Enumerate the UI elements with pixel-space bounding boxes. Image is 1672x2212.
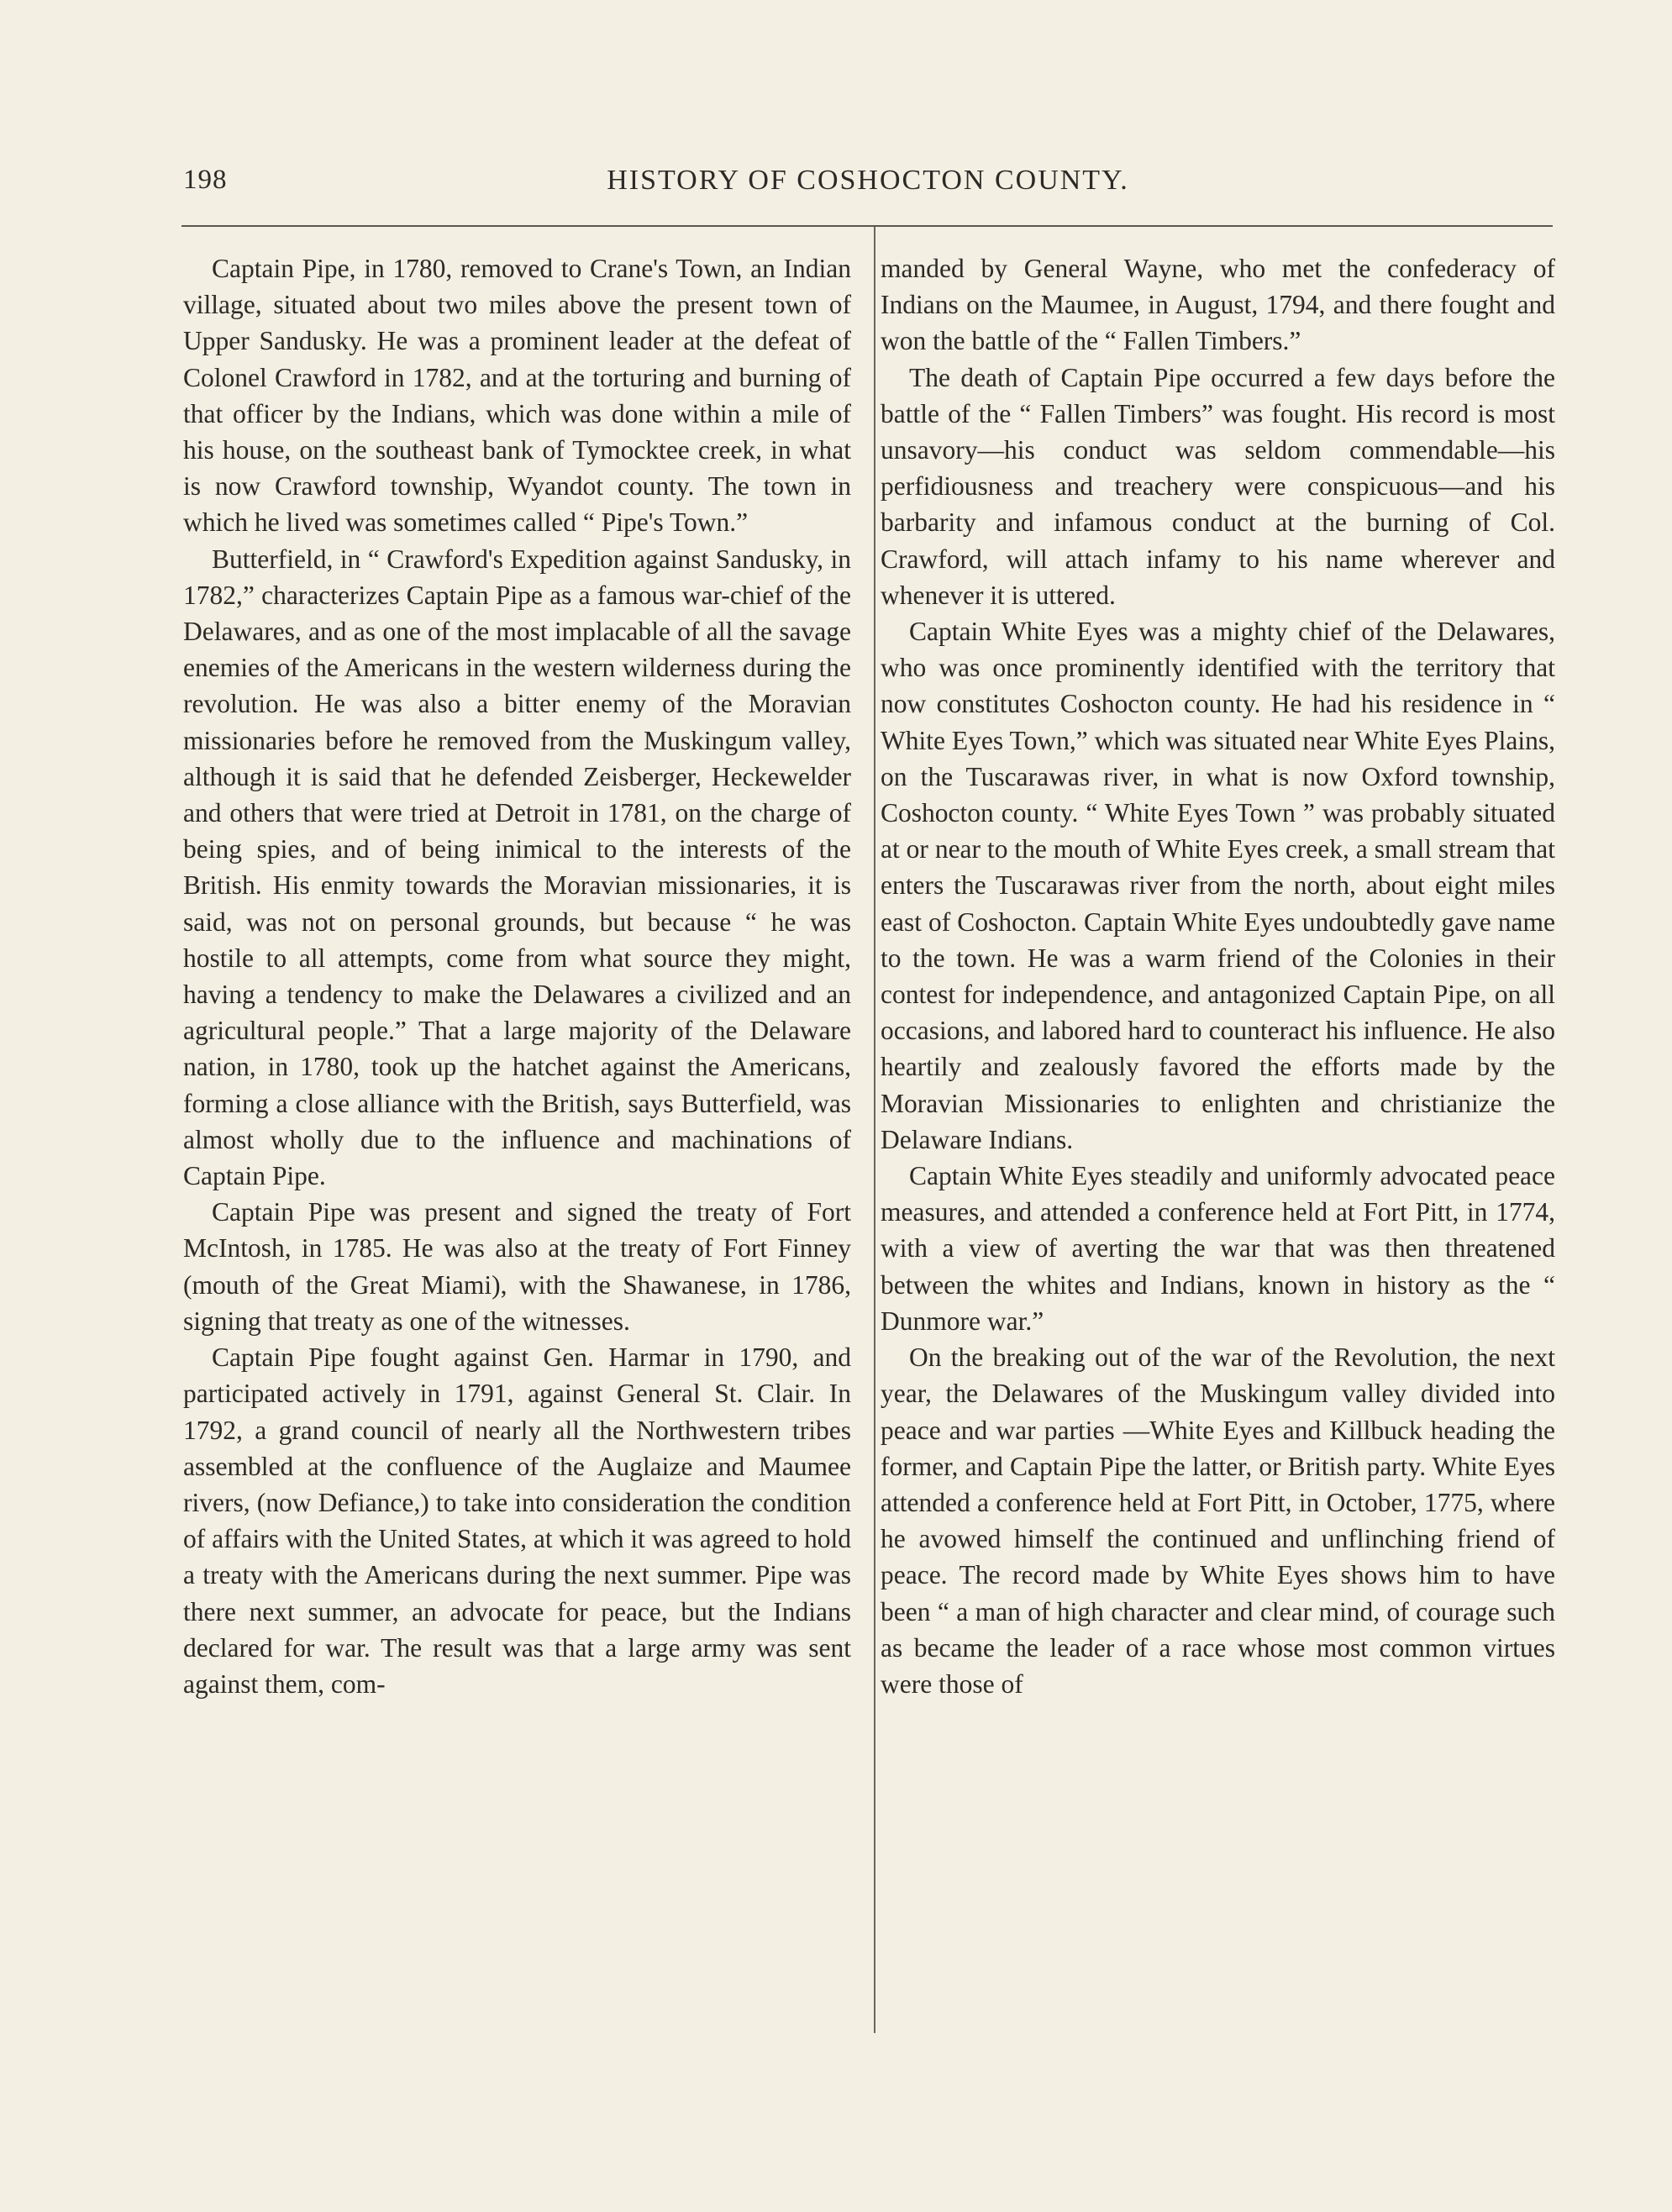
paragraph-continued: manded by General Wayne, who met the confederacy of Indians on the Maumee, in August, 1794, and there fought and won the battle of the “ Fallen Timbers.”: [881, 254, 1555, 356]
column-divider: [874, 227, 875, 2033]
paragraph: The death of Captain Pipe occurred a few days before the battle of the “ Fallen Timbers” was fought. His record is most unsavory—his conduct was seldom commendable—his perfidiousness and treachery were conspicuous—and his barbarity and infamous conduct at the burning of Col. Crawford, will attach infamy to his name wherever and whenever it is uttered.: [881, 362, 1555, 610]
paragraph: On the breaking out of the war of the Revolution, the next year, the Delawares of the Muskingum valley divided into peace and war parties —White Eyes and Killbuck heading the former, and Captain Pipe the latter, or British party. White Eyes attended a conference held at Fort Pitt, in October, 1775, where he avowed himself the continued and unflinching friend of peace. The record made by White Eyes shows him to have been “ a man of high character and clear mind, of courage such as became the leader of a race whose most common virtues were those of: [881, 1342, 1555, 1699]
page-number: 198: [183, 165, 228, 195]
paragraph: Captain White Eyes steadily and uniformly advocated peace measures, and attended a conference held at Fort Pitt, in 1774, with a view of averting the war that was then threatened between the whites and Indians, known in history as the “ Dunmore war.”: [881, 1161, 1555, 1336]
header-rule: [181, 225, 1553, 227]
page-header: [183, 165, 1553, 207]
running-title: HISTORY OF COSHOCTON COUNTY.: [607, 165, 1129, 196]
paragraph: Captain White Eyes was a mighty chief of the Delawares, who was once prominently identified with the territory that now constitutes Coshocton county. He had his residence in “ White Eyes Town,” which was situated near White Eyes Plains, on the Tuscarawas river, in what is now Oxford township, Coshocton county. “ White Eyes Town ” was probably situated at or near to the mouth of White Eyes creek, a small stream that enters the Tuscarawas river from the north, about eight miles east of Coshocton. Captain White Eyes undoubtedly gave name to the town. He was a warm friend of the Colonies in their contest for independence, and antagonized Captain Pipe, on all occasions, and labored hard to counteract his influence. He also heartily and zealously favored the efforts made by the Moravian Missionaries to enlighten and christianize the Delaware Indians.: [881, 617, 1555, 1154]
paragraph: Captain Pipe, in 1780, removed to Crane's Town, an Indian village, situated about two miles above the present town of Upper Sandusky. He was a prominent leader at the defeat of Colonel Crawford in 1782, and at the torturing and burning of that officer by the Indians, which was done within a mile of his house, on the southeast bank of Tymocktee creek, in what is now Crawford township, Wyandot county. The town in which he lived was sometimes called “ Pipe's Town.”: [183, 254, 851, 538]
paragraph: Captain Pipe was present and signed the treaty of Fort McIntosh, in 1785. He was also at the treaty of Fort Finney (mouth of the Great Miami), with the Shawanese, in 1786, signing that treaty as one of the witnesses.: [183, 1197, 851, 1336]
paragraph: Butterfield, in “ Crawford's Expedition against Sandusky, in 1782,” characterizes Captain Pipe as a famous war-chief of the Delawares, and as one of the most implacable of all the savage enemies of the Americans in the western wilderness during the revolution. He was also a bitter enemy of the Moravian missionaries before he removed from the Muskingum valley, although it is said that he defended Zeisberger, Heckewelder and others that were tried at Detroit in 1781, on the charge of being spies, and of being inimical to the interests of the British. His enmity towards the Moravian missionaries, it is said, was not on personal grounds, but because “ he was hostile to all attempts, come from what source they might, having a tendency to make the Delawares a civilized and an agricultural people.” That a large majority of the Delaware nation, in 1780, took up the hatchet against the Americans, forming a close alliance with the British, says Butterfield, was almost wholly due to the influence and machinations of Captain Pipe.: [183, 544, 851, 1191]
paragraph: Captain Pipe fought against Gen. Harmar in 1790, and participated actively in 1791, against General St. Clair. In 1792, a grand council of nearly all the Northwestern tribes assembled at the confluence of the Auglaize and Maumee rivers, (now Defiance,) to take into consideration the condition of affairs with the United States, at which it was agreed to hold a treaty with the Americans during the next summer. Pipe was there next summer, an advocate for peace, but the Indians declared for war. The result was that a large army was sent against them, com-: [183, 1342, 851, 1699]
right-column: [881, 250, 1555, 1702]
left-column: [183, 250, 851, 1702]
